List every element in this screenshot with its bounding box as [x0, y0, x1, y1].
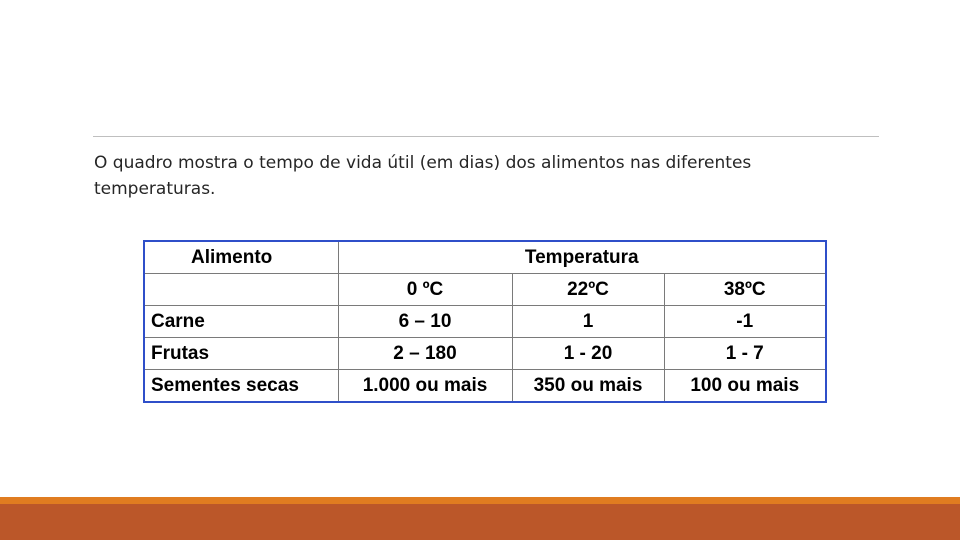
table-row: [144, 306, 826, 338]
shelf-life-value: 350 ou mais: [512, 370, 664, 403]
shelf-life-table-container: [143, 240, 825, 399]
footer-accent-stripe: [0, 497, 960, 504]
shelf-life-value: 1.000 ou mais: [338, 370, 512, 403]
table-row: [144, 338, 826, 370]
intro-text: O quadro mostra o tempo de vida útil (em dias) dos alimentos nas diferentes temperaturas.: [94, 153, 752, 199]
temperature-22c: 22ºC: [512, 274, 664, 306]
shelf-life-value: -1: [664, 306, 826, 338]
top-divider: [93, 136, 879, 137]
empty-cell: [144, 274, 338, 306]
table-temperature-row: [144, 274, 826, 306]
table-header-row: [144, 241, 826, 274]
table-row: [144, 370, 826, 403]
temperature-0c: 0 ºC: [338, 274, 512, 306]
shelf-life-value: 1 - 20: [512, 338, 664, 370]
shelf-life-value: 6 – 10: [338, 306, 512, 338]
shelf-life-value: 100 ou mais: [664, 370, 826, 403]
footer-bar: [0, 504, 960, 540]
shelf-life-value: 1 - 7: [664, 338, 826, 370]
shelf-life-table: [143, 240, 827, 403]
header-food: Alimento: [144, 241, 338, 274]
shelf-life-value: 2 – 180: [338, 338, 512, 370]
food-name: Frutas: [144, 338, 338, 370]
shelf-life-value: 1: [512, 306, 664, 338]
temperature-38c: 38ºC: [664, 274, 826, 306]
food-name: Carne: [144, 306, 338, 338]
header-temperature: Temperatura: [338, 241, 826, 274]
food-name: Sementes secas: [144, 370, 338, 403]
